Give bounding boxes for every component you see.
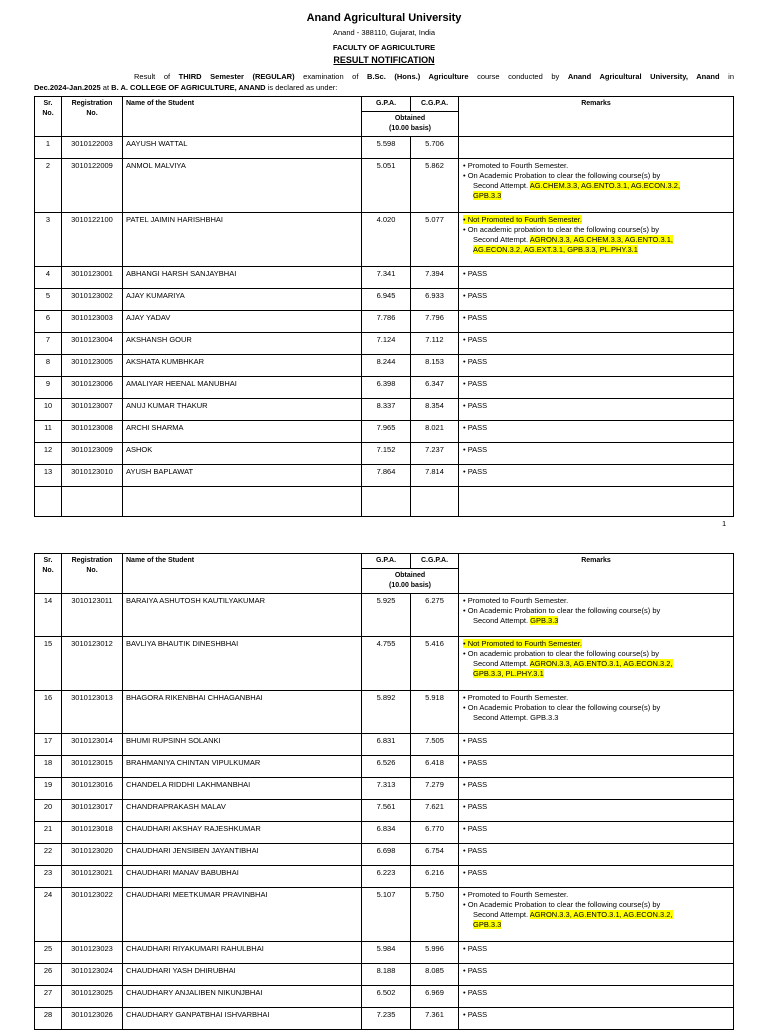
row-remarks: • PASS (459, 443, 734, 465)
col-sr: Sr. No. (35, 97, 62, 137)
col-gpa: G.P.A. (362, 97, 411, 112)
row-gpa: 5.925 (362, 594, 411, 637)
table-row (35, 778, 734, 800)
row-remarks: • Promoted to Fourth Semester. • On Academic Probation to clear the following course(s) by Second Attempt. GPB.3.3 (459, 594, 734, 637)
row-remarks: • Not Promoted to Fourth Semester. • On academic probation to clear the following course(s) by Second Attempt. AGRON.3.3, AG.CHEM.3.3, AG.ENTO.3.1, AG.ECON.3.2, AG.EXT.3.1, GPB.3.3, PL.PHY.3.1 (459, 213, 734, 267)
row-remarks: • PASS (459, 377, 734, 399)
row-registration: 3010123006 (62, 377, 123, 399)
table-row (35, 213, 734, 267)
row-serial: 27 (35, 986, 62, 1008)
row-remarks: • PASS (459, 734, 734, 756)
row-serial: 13 (35, 465, 62, 487)
row-serial: 23 (35, 866, 62, 888)
row-serial: 11 (35, 421, 62, 443)
row-cgpa: 7.621 (411, 800, 459, 822)
row-cgpa: 7.796 (411, 311, 459, 333)
row-serial: 10 (35, 399, 62, 421)
row-student-name: CHAUDHARY ANJALIBEN NIKUNJBHAI (123, 986, 362, 1008)
row-registration: 3010122100 (62, 213, 123, 267)
row-student-name: AKSHANSH GOUR (123, 333, 362, 355)
row-gpa: 4.755 (362, 637, 411, 691)
col-remarks: Remarks (459, 97, 734, 137)
results-table-page-2 (34, 553, 734, 1030)
university-address: Anand - 388110, Gujarat, India (332, 28, 435, 37)
row-gpa: 6.831 (362, 734, 411, 756)
results-table-page-1 (34, 96, 734, 517)
row-registration: 3010123023 (62, 942, 123, 964)
row-remarks: • Not Promoted to Fourth Semester. • On academic probation to clear the following course(s) by Second Attempt. AGRON.3.3, AG.ENTO.3.1, AG.ECON.3.2, GPB.3.3, PL.PHY.3.1 (459, 637, 734, 691)
row-registration: 3010123025 (62, 986, 123, 1008)
row-gpa: 6.945 (362, 289, 411, 311)
row-remarks: • PASS (459, 866, 734, 888)
row-registration: 3010123010 (62, 465, 123, 487)
row-student-name: CHANDRAPRAKASH MALAV (123, 800, 362, 822)
row-registration: 3010122009 (62, 159, 123, 213)
row-gpa: 7.965 (362, 421, 411, 443)
row-remarks: • PASS (459, 311, 734, 333)
row-student-name: AJAY YADAV (123, 311, 362, 333)
row-remarks (459, 137, 734, 159)
row-registration: 3010123024 (62, 964, 123, 986)
row-remarks: • Promoted to Fourth Semester. • On Academic Probation to clear the following course(s) by Second Attempt. AGRON.3.3, AG.ENTO.3.1, AG.ECON.3.2, GPB.3.3 (459, 888, 734, 942)
row-gpa: 6.223 (362, 866, 411, 888)
row-serial: 22 (35, 844, 62, 866)
row-cgpa: 6.969 (411, 986, 459, 1008)
col-cgpa: C.G.P.A. (411, 97, 459, 112)
row-student-name: AYUSH BAPLAWAT (123, 465, 362, 487)
row-cgpa: 7.361 (411, 1008, 459, 1030)
row-serial: 12 (35, 443, 62, 465)
col-registration: Registration No. (62, 554, 123, 594)
row-cgpa: 5.996 (411, 942, 459, 964)
row-remarks: • PASS (459, 822, 734, 844)
row-cgpa: 7.112 (411, 333, 459, 355)
row-remarks: • PASS (459, 1008, 734, 1030)
row-cgpa: 5.918 (411, 691, 459, 734)
row-serial: 3 (35, 213, 62, 267)
row-serial: 21 (35, 822, 62, 844)
row-cgpa: 6.754 (411, 844, 459, 866)
row-student-name: BRAHMANIYA CHINTAN VIPULKUMAR (123, 756, 362, 778)
row-cgpa: 7.394 (411, 267, 459, 289)
row-remarks: • PASS (459, 355, 734, 377)
row-gpa: 5.051 (362, 159, 411, 213)
table-row (35, 734, 734, 756)
row-gpa: 5.598 (362, 137, 411, 159)
row-remarks: • PASS (459, 778, 734, 800)
table-row (35, 355, 734, 377)
row-serial: 20 (35, 800, 62, 822)
col-registration: Registration No. (62, 97, 123, 137)
table-row (35, 866, 734, 888)
row-remarks: • PASS (459, 267, 734, 289)
row-student-name: ANUJ KUMAR THAKUR (123, 399, 362, 421)
row-serial: 9 (35, 377, 62, 399)
row-registration: 3010123003 (62, 311, 123, 333)
row-cgpa: 6.275 (411, 594, 459, 637)
row-registration: 3010123012 (62, 637, 123, 691)
table-row (35, 267, 734, 289)
table-row (35, 942, 734, 964)
row-cgpa: 6.418 (411, 756, 459, 778)
col-obtained: Obtained (10.00 basis) (362, 112, 459, 137)
row-serial: 7 (35, 333, 62, 355)
row-registration: 3010123018 (62, 822, 123, 844)
row-gpa: 6.398 (362, 377, 411, 399)
university-title: Anand Agricultural University (306, 12, 462, 24)
row-student-name: AJAY KUMARIYA (123, 289, 362, 311)
row-gpa: 7.786 (362, 311, 411, 333)
table-row (35, 964, 734, 986)
row-registration: 3010123026 (62, 1008, 123, 1030)
row-gpa: 6.834 (362, 822, 411, 844)
row-cgpa: 8.153 (411, 355, 459, 377)
col-name: Name of the Student (123, 97, 362, 137)
col-sr: Sr. No. (35, 554, 62, 594)
row-remarks: • PASS (459, 942, 734, 964)
row-registration: 3010123007 (62, 399, 123, 421)
row-gpa: 4.020 (362, 213, 411, 267)
row-student-name: CHAUDHARY GANPATBHAI ISHVARBHAI (123, 1008, 362, 1030)
row-cgpa: 6.347 (411, 377, 459, 399)
row-student-name: BHUMI RUPSINH SOLANKI (123, 734, 362, 756)
row-remarks: • PASS (459, 986, 734, 1008)
table-row (35, 333, 734, 355)
row-registration: 3010123016 (62, 778, 123, 800)
row-remarks: • Promoted to Fourth Semester. • On Academic Probation to clear the following course(s) by Second Attempt. AG.CHEM.3.3, AG.ENTO.3.1, AG.ECON.3.2, GPB.3.3 (459, 159, 734, 213)
row-remarks: • Promoted to Fourth Semester. • On Academic Probation to clear the following course(s) by Second Attempt. GPB.3.3 (459, 691, 734, 734)
table-row (35, 399, 734, 421)
table-row (35, 443, 734, 465)
table-row (35, 986, 734, 1008)
row-cgpa: 7.814 (411, 465, 459, 487)
row-student-name: BARAIYA ASHUTOSH KAUTILYAKUMAR (123, 594, 362, 637)
row-gpa: 7.235 (362, 1008, 411, 1030)
row-cgpa: 5.416 (411, 637, 459, 691)
intro-paragraph: Result of THIRD Semester (REGULAR) examination of B.Sc. (Hons.) Agriculture course conducted by Anand Agricultural University, Anand in Dec.2024-Jan.2025 at B. A. COLLEGE OF AGRICULTURE, ANAND is declared as under: (34, 72, 734, 92)
page-number: 1 (722, 519, 727, 528)
row-serial: 24 (35, 888, 62, 942)
row-remarks: • PASS (459, 844, 734, 866)
row-registration: 3010123002 (62, 289, 123, 311)
row-serial: 28 (35, 1008, 62, 1030)
row-student-name: AKSHATA KUMBHKAR (123, 355, 362, 377)
row-cgpa: 7.237 (411, 443, 459, 465)
row-student-name: ASHOK (123, 443, 362, 465)
col-obtained: Obtained (10.00 basis) (362, 569, 459, 594)
row-gpa: 5.892 (362, 691, 411, 734)
table-row (35, 844, 734, 866)
row-student-name: PATEL JAIMIN HARISHBHAI (123, 213, 362, 267)
row-serial: 4 (35, 267, 62, 289)
table-row (35, 637, 734, 691)
row-remarks: • PASS (459, 465, 734, 487)
row-registration: 3010122003 (62, 137, 123, 159)
row-remarks: • PASS (459, 333, 734, 355)
row-registration: 3010123014 (62, 734, 123, 756)
row-remarks: • PASS (459, 289, 734, 311)
row-student-name: ARCHI SHARMA (123, 421, 362, 443)
row-gpa: 8.244 (362, 355, 411, 377)
row-cgpa: 6.770 (411, 822, 459, 844)
row-student-name: ANMOL MALVIYA (123, 159, 362, 213)
row-gpa: 7.864 (362, 465, 411, 487)
row-remarks: • PASS (459, 964, 734, 986)
row-student-name: CHAUDHARI RIYAKUMARI RAHULBHAI (123, 942, 362, 964)
row-cgpa: 7.279 (411, 778, 459, 800)
table-row (35, 800, 734, 822)
empty-row (35, 487, 734, 517)
row-gpa: 6.526 (362, 756, 411, 778)
table-row (35, 377, 734, 399)
row-serial: 16 (35, 691, 62, 734)
row-student-name: CHANDELA RIDDHI LAKHMANBHAI (123, 778, 362, 800)
row-cgpa: 8.021 (411, 421, 459, 443)
row-serial: 19 (35, 778, 62, 800)
row-serial: 6 (35, 311, 62, 333)
row-gpa: 8.337 (362, 399, 411, 421)
table-row (35, 311, 734, 333)
row-gpa: 7.313 (362, 778, 411, 800)
row-remarks: • PASS (459, 421, 734, 443)
row-remarks: • PASS (459, 399, 734, 421)
col-name: Name of the Student (123, 554, 362, 594)
row-student-name: CHAUDHARI MANAV BABUBHAI (123, 866, 362, 888)
col-gpa: G.P.A. (362, 554, 411, 569)
table-row (35, 888, 734, 942)
row-gpa: 5.984 (362, 942, 411, 964)
notice-title: RESULT NOTIFICATION (333, 55, 435, 65)
row-gpa: 5.107 (362, 888, 411, 942)
table-row (35, 289, 734, 311)
row-gpa: 6.502 (362, 986, 411, 1008)
row-cgpa: 6.216 (411, 866, 459, 888)
table-row (35, 421, 734, 443)
row-cgpa: 5.750 (411, 888, 459, 942)
row-registration: 3010123004 (62, 333, 123, 355)
row-gpa: 6.698 (362, 844, 411, 866)
row-gpa: 8.188 (362, 964, 411, 986)
row-student-name: AAYUSH WATTAL (123, 137, 362, 159)
row-serial: 26 (35, 964, 62, 986)
row-remarks: • PASS (459, 800, 734, 822)
row-registration: 3010123008 (62, 421, 123, 443)
col-remarks: Remarks (459, 554, 734, 594)
table-row (35, 594, 734, 637)
row-student-name: AMALIYAR HEENAL MANUBHAI (123, 377, 362, 399)
row-student-name: CHAUDHARI JENSIBEN JAYANTIBHAI (123, 844, 362, 866)
table-row (35, 137, 734, 159)
row-registration: 3010123001 (62, 267, 123, 289)
row-serial: 1 (35, 137, 62, 159)
row-gpa: 7.561 (362, 800, 411, 822)
row-serial: 15 (35, 637, 62, 691)
row-cgpa: 8.354 (411, 399, 459, 421)
row-student-name: CHAUDHARI MEETKUMAR PRAVINBHAI (123, 888, 362, 942)
row-serial: 5 (35, 289, 62, 311)
row-cgpa: 5.077 (411, 213, 459, 267)
row-registration: 3010123020 (62, 844, 123, 866)
table-row (35, 465, 734, 487)
row-cgpa: 6.933 (411, 289, 459, 311)
row-cgpa: 5.862 (411, 159, 459, 213)
row-serial: 17 (35, 734, 62, 756)
row-student-name: BHAGORA RIKENBHAI CHHAGANBHAI (123, 691, 362, 734)
table-row (35, 1008, 734, 1030)
row-cgpa: 5.706 (411, 137, 459, 159)
row-registration: 3010123009 (62, 443, 123, 465)
table-row (35, 159, 734, 213)
row-student-name: ABHANGI HARSH SANJAYBHAI (123, 267, 362, 289)
row-registration: 3010123013 (62, 691, 123, 734)
table-row (35, 822, 734, 844)
col-cgpa: C.G.P.A. (411, 554, 459, 569)
row-registration: 3010123015 (62, 756, 123, 778)
row-registration: 3010123017 (62, 800, 123, 822)
row-student-name: CHAUDHARI AKSHAY RAJESHKUMAR (123, 822, 362, 844)
row-serial: 2 (35, 159, 62, 213)
row-remarks: • PASS (459, 756, 734, 778)
row-registration: 3010123005 (62, 355, 123, 377)
row-student-name: BAVLIYA BHAUTIK DINESHBHAI (123, 637, 362, 691)
row-registration: 3010123011 (62, 594, 123, 637)
faculty-title: FACULTY OF AGRICULTURE (332, 43, 436, 52)
row-registration: 3010123022 (62, 888, 123, 942)
row-cgpa: 8.085 (411, 964, 459, 986)
row-student-name: CHAUDHARI YASH DHIRUBHAI (123, 964, 362, 986)
row-serial: 25 (35, 942, 62, 964)
table-row (35, 691, 734, 734)
row-serial: 14 (35, 594, 62, 637)
row-serial: 8 (35, 355, 62, 377)
row-cgpa: 7.505 (411, 734, 459, 756)
table-row (35, 756, 734, 778)
row-gpa: 7.124 (362, 333, 411, 355)
row-serial: 18 (35, 756, 62, 778)
row-registration: 3010123021 (62, 866, 123, 888)
row-gpa: 7.341 (362, 267, 411, 289)
row-gpa: 7.152 (362, 443, 411, 465)
